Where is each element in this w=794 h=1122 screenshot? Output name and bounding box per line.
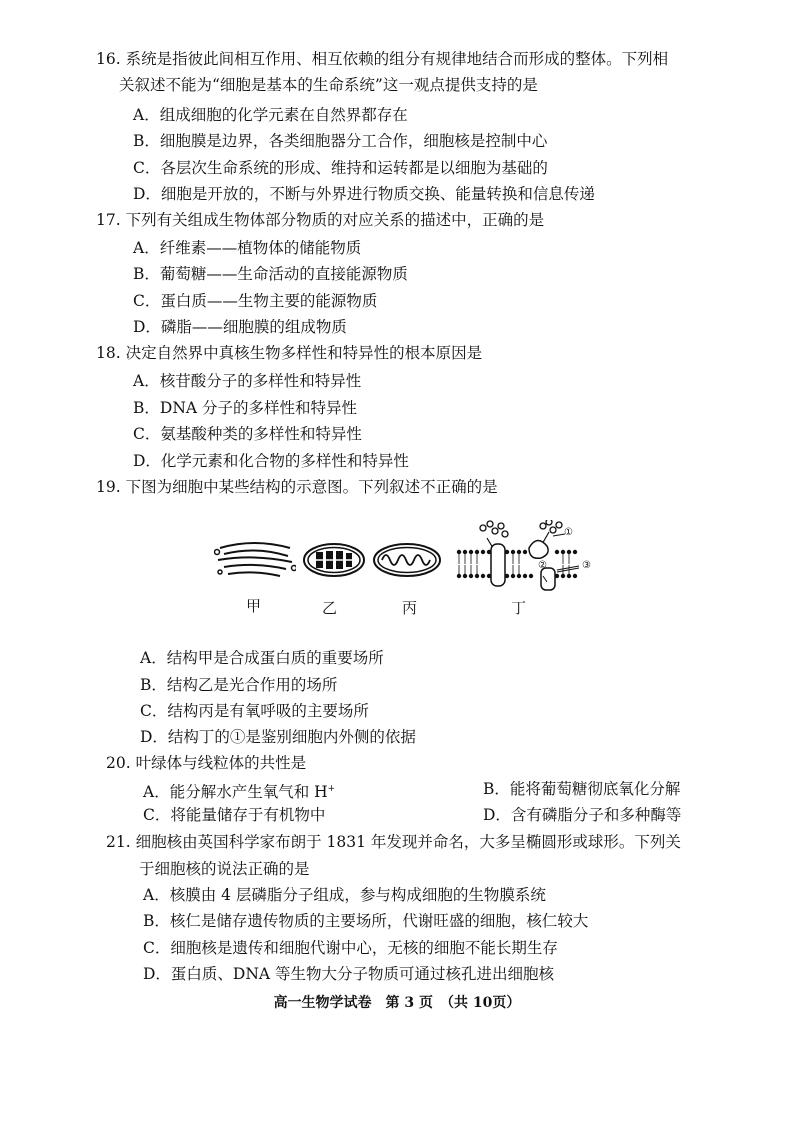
q16-stem-line1: 系统是指彼此间相互作用、相互依赖的组分有规律地结合而形成的整体。下列相: [125, 50, 669, 68]
q20-stem: 叶绿体与线粒体的共性是: [135, 754, 307, 772]
q19-line: [96, 476, 498, 498]
q18-stem: 决定自然界中真核生物多样性和特异性的根本原因是: [125, 344, 483, 362]
q20-option-d[interactable]: D．含有磷脂分子和多种酶等: [483, 806, 682, 824]
q18-line: [96, 342, 482, 364]
q16-number: 16.: [96, 50, 121, 68]
q19-stem: 下图为细胞中某些结构的示意图。下列叙述不正确的是: [125, 478, 498, 496]
q20-option-a-text: A．能分解水产生氧气和 H: [143, 783, 328, 802]
q17-option-b[interactable]: B．葡萄糖——生命活动的直接能源物质: [133, 265, 408, 283]
q19-option-d[interactable]: D．结构丁的①是鉴别细胞内外侧的依据: [140, 728, 416, 746]
label-bing: 丙: [402, 599, 418, 617]
label-jia: 甲: [246, 597, 262, 615]
q16-option-c[interactable]: C．各层次生命系统的形成、维持和运转都是以细胞为基础的: [133, 159, 548, 177]
q18-option-b[interactable]: B．DNA 分子的多样性和特异性: [133, 399, 358, 417]
q19-option-a[interactable]: A．结构甲是合成蛋白质的重要场所: [140, 649, 384, 667]
marker-1: ①: [564, 527, 573, 538]
q17-option-d[interactable]: D．磷脂——细胞膜的组成物质: [133, 318, 347, 336]
q18-option-a[interactable]: A．核苷酸分子的多样性和特异性: [133, 372, 362, 390]
q19-option-b[interactable]: B．结构乙是光合作用的场所: [140, 676, 338, 694]
q21-option-a[interactable]: A．核膜由 4 层磷脂分子组成，参与构成细胞的生物膜系统: [143, 886, 546, 904]
q18-option-d[interactable]: D．化学元素和化合物的多样性和特异性: [133, 452, 409, 470]
cell-membrane-figure: [453, 520, 603, 598]
q20-line: [106, 752, 306, 774]
label-yi: 乙: [322, 599, 338, 617]
q20-option-c[interactable]: C．将能量储存于有机物中: [143, 806, 326, 824]
q20-number: 20.: [106, 754, 131, 772]
q21-stem-line1: 细胞核由英国科学家布朗于 1831 年发现并命名，大多呈椭圆形或球形。下列关: [135, 833, 681, 851]
q16-option-a[interactable]: A．组成细胞的化学元素在自然界都存在: [133, 106, 408, 124]
q21-option-d[interactable]: D．蛋白质、DNA 等生物大分子物质可通过核孔进出细胞核: [143, 965, 555, 983]
q21-line1: [106, 831, 681, 853]
q20-option-a-sup: +: [327, 784, 336, 794]
q21-option-c[interactable]: C．细胞核是遗传和细胞代谢中心，无核的细胞不能长期生存: [143, 939, 558, 957]
q17-number: 17.: [96, 211, 121, 229]
q16-option-d[interactable]: D．细胞是开放的，不断与外界进行物质交换、能量转换和信息传递: [133, 185, 595, 203]
q19-number: 19.: [96, 478, 121, 496]
q21-stem-line2: 于细胞核的说法正确的是: [139, 860, 310, 878]
q18-number: 18.: [96, 344, 121, 362]
q17-option-c[interactable]: C．蛋白质——生物主要的能源物质: [133, 292, 378, 310]
label-ding: 丁: [511, 599, 527, 617]
q21-option-b[interactable]: B．核仁是储存遗传物质的主要场所，代谢旺盛的细胞，核仁较大: [143, 912, 589, 930]
q20-option-a[interactable]: [143, 778, 335, 803]
q16-line1: [96, 48, 668, 70]
marker-3: ③: [582, 560, 591, 571]
q17-line: [96, 209, 544, 231]
q20-option-b[interactable]: B．能将葡萄糖彻底氧化分解: [483, 780, 681, 798]
q18-option-c[interactable]: C．氨基酸种类的多样性和特异性: [133, 425, 362, 443]
page-footer: 高一生物学试卷 第 3 页 （共 10页）: [273, 995, 521, 1011]
marker-2: ②: [538, 560, 547, 571]
golgi-figure: [214, 538, 296, 582]
q16-option-b[interactable]: B．细胞膜是边界，各类细胞器分工合作，细胞核是控制中心: [133, 132, 548, 150]
q17-option-a[interactable]: A．纤维素——植物体的储能物质: [133, 239, 362, 257]
mitochondrion-figure: [372, 542, 442, 578]
q17-stem: 下列有关组成生物体部分物质的对应关系的描述中，正确的是: [125, 211, 545, 229]
q21-number: 21.: [106, 833, 131, 851]
chloroplast-figure: [302, 542, 366, 578]
q16-stem-line2: 关叙述不能为“细胞是基本的生命系统”这一观点提供支持的是: [119, 76, 538, 94]
q19-option-c[interactable]: C．结构丙是有氧呼吸的主要场所: [140, 702, 369, 720]
